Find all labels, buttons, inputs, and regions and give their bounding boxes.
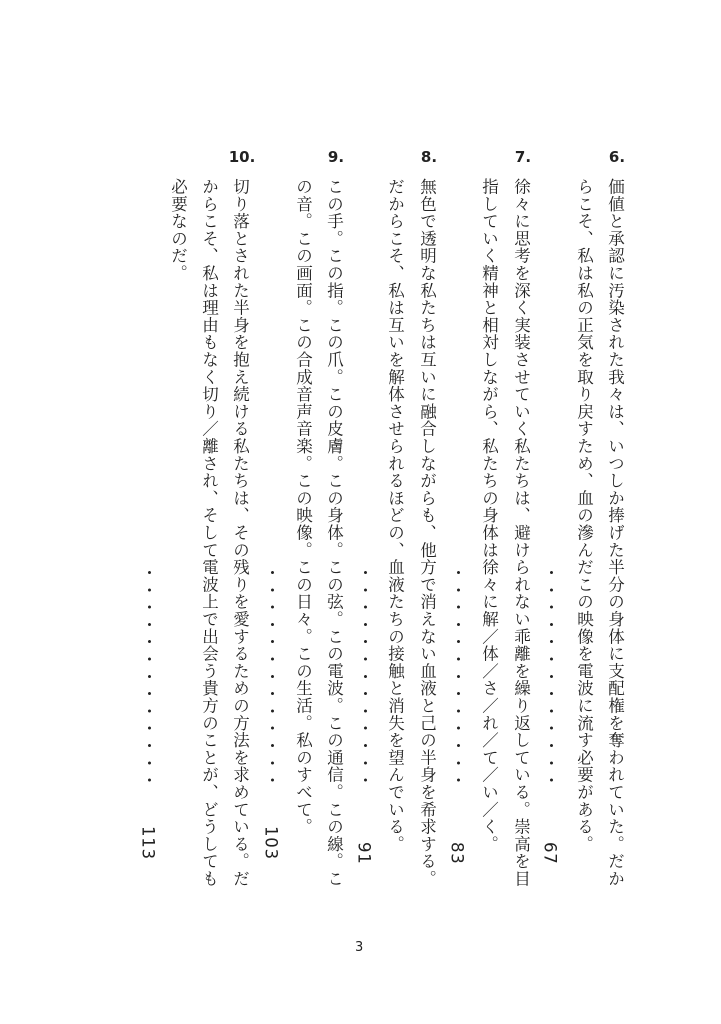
entry-number: 7. (514, 148, 532, 166)
entry-number: 9. (327, 148, 345, 166)
leader-dots: ・・・・・・・・・・・・・ (447, 564, 467, 789)
page-ref: 103 (261, 826, 281, 860)
entry-text-line: この手。この指。この爪。この皮膚。この身体。この弦。この電波。この通信。この線。こ (324, 178, 344, 888)
entry-text-line: 切り落とされた半身を抱え続ける私たちは、その残りを愛するための方法を求めている。だ (230, 178, 250, 888)
page-ref: 113 (138, 826, 158, 860)
leader-dots: ・・・・・・・・・・・・・ (354, 564, 374, 789)
entry-text-line: 無色で透明な私たちは互いに融合しながらも、他方で消えない血液と己の半身を希求する。 (417, 178, 437, 888)
entry-number: 8. (420, 148, 438, 166)
leader-dots: ・・・・・・・・・・・・・ (261, 564, 281, 789)
page-ref: 67 (540, 842, 560, 865)
entry-number: 10. (228, 148, 256, 166)
leader-dots: ・・・・・・・・・・・・・ (138, 564, 158, 789)
entry-text-line: 価値と承認に汚染された我々は、いつしか捧げた半分の身体に支配権を奪われていた。だか (605, 178, 625, 888)
page-ref: 91 (354, 842, 374, 865)
page-number: 3 (355, 940, 364, 955)
page-ref: 83 (447, 842, 467, 865)
entry-text-line: らこそ、私は私の正気を取り戻すため、血の滲んだこの映像を電波に流す必要がある。 (574, 178, 594, 853)
entry-text-line: の音。この画面。この合成音声音楽。この映像。この日々。この生活。私のすべて。 (293, 178, 313, 836)
entry-text-line: 徐々に思考を深く実装させていく私たちは、避けられない乖離を繰り返している。崇高を目 (511, 178, 531, 888)
leader-dots: ・・・・・・・・・・・・・ (540, 564, 560, 789)
entry-text-line: 指していく精神と相対しながら、私たちの身体は徐々に解／体／さ／れ／て／い／く。 (479, 178, 499, 853)
entry-number: 6. (608, 148, 626, 166)
entry-text-line: からこそ、私は理由もなく切り／離され、そして電波上で出会う貴方のことが、どうしても (199, 178, 219, 888)
entry-text-line: 必要なのだ。 (168, 178, 188, 282)
entry-text-line: だからこそ、私は互いを解体させられるほどの、血液たちの接触と消失を望んでいる。 (385, 178, 405, 853)
